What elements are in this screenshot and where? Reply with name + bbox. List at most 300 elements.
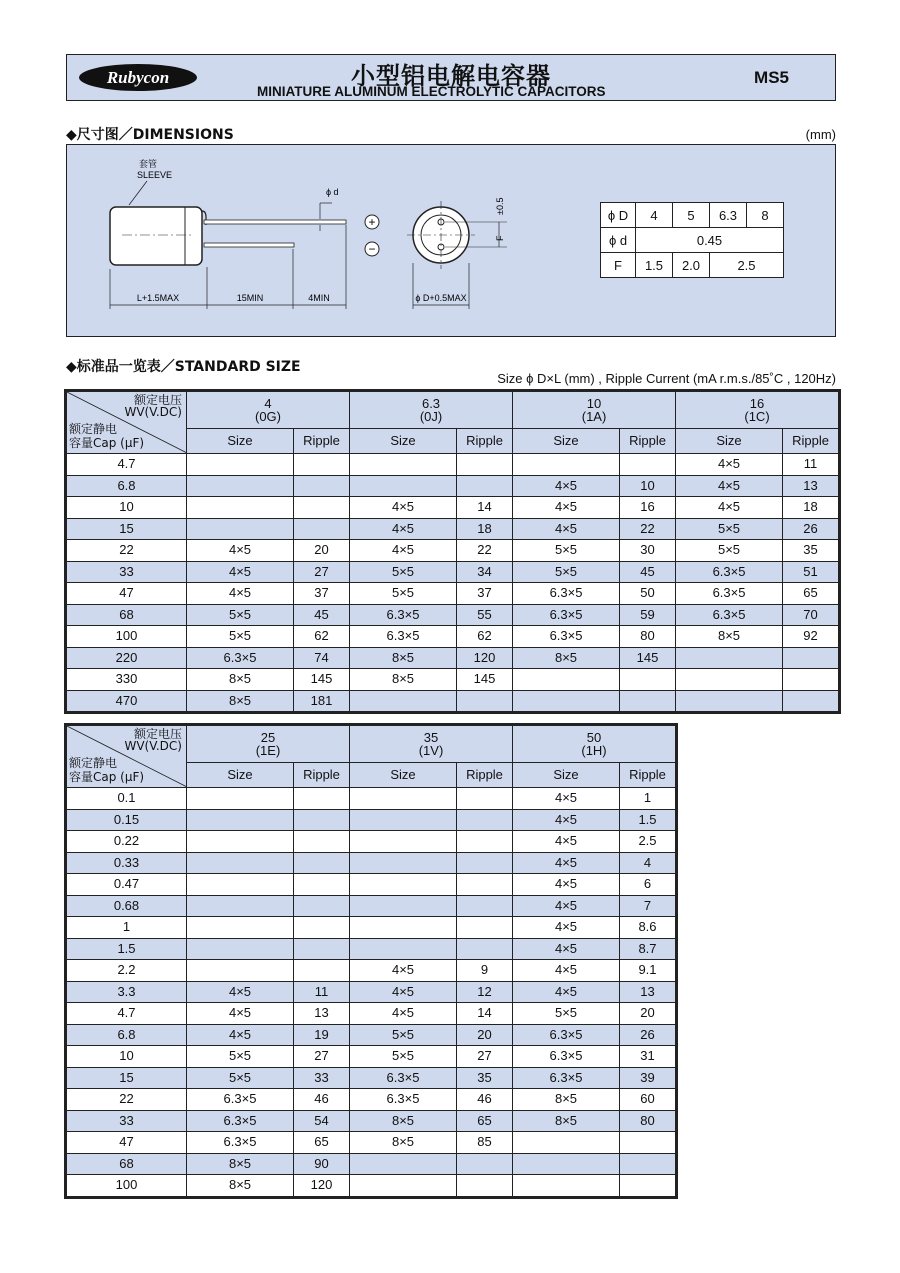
ripple-column-header: Ripple [457, 429, 513, 454]
capacitance-cell: 10 [67, 497, 187, 519]
ripple-cell [783, 647, 839, 669]
ripple-cell: 27 [294, 561, 350, 583]
cap-label-en: 容量Cap (μF) [69, 436, 145, 450]
size-cell: 6.3×5 [676, 604, 783, 626]
length-label: L+1.5MAX [136, 293, 180, 303]
standard-size-table-low-voltage [66, 391, 839, 712]
ripple-column-header: Ripple [620, 429, 676, 454]
cap-label-en: 容量Cap (μF) [69, 770, 145, 784]
ripple-cell [294, 917, 350, 939]
table-row [67, 852, 676, 874]
size-cell [187, 895, 294, 917]
size-cell: 8×5 [187, 1175, 294, 1197]
table-row [67, 583, 839, 605]
ripple-cell: 181 [294, 690, 350, 712]
sleeve-label-zh: 套管 [139, 159, 158, 169]
size-cell: 5×5 [187, 1046, 294, 1068]
size-cell [513, 669, 620, 691]
size-cell: 4×5 [513, 981, 620, 1003]
size-cell: 4×5 [513, 788, 620, 810]
ripple-cell [457, 852, 513, 874]
size-cell: 4×5 [676, 475, 783, 497]
size-cell: 4×5 [513, 917, 620, 939]
capacitance-cell: 100 [67, 1175, 187, 1197]
size-cell [676, 690, 783, 712]
size-cell [513, 454, 620, 476]
ripple-cell: 27 [457, 1046, 513, 1068]
tolerance-label: ±0.5 [495, 197, 505, 215]
capacitance-cell: 33 [67, 1110, 187, 1132]
ripple-cell: 46 [457, 1089, 513, 1111]
size-cell: 4×5 [350, 981, 457, 1003]
capacitance-cell: 100 [67, 626, 187, 648]
size-cell [187, 831, 294, 853]
cap-label-zh: 额定静电 [69, 756, 118, 770]
lead-negative [204, 243, 294, 247]
size-cell [676, 647, 783, 669]
capacitance-cell: 0.15 [67, 809, 187, 831]
capacitance-cell: 0.68 [67, 895, 187, 917]
header-banner [66, 54, 836, 101]
capacitance-cell: 47 [67, 1132, 187, 1154]
ripple-cell [457, 454, 513, 476]
size-cell: 4×5 [187, 540, 294, 562]
ripple-cell [620, 1153, 676, 1175]
size-cell: 4×5 [350, 1003, 457, 1025]
size-cell [350, 690, 457, 712]
ripple-cell: 20 [294, 540, 350, 562]
standard-size-table-high-voltage [66, 725, 676, 1197]
ripple-cell: 35 [457, 1067, 513, 1089]
voltage-header [513, 392, 676, 429]
size-cell: 8×5 [350, 1132, 457, 1154]
ripple-cell [620, 690, 676, 712]
capacitance-cell: 4.7 [67, 454, 187, 476]
ripple-cell [457, 895, 513, 917]
ripple-cell: 11 [783, 454, 839, 476]
F-label: F [601, 253, 636, 278]
diameter-label: ϕ D+0.5MAX [415, 293, 467, 303]
size-cell: 4×5 [676, 497, 783, 519]
size-cell [187, 938, 294, 960]
phid-label: ϕ d [601, 228, 636, 253]
size-cell [187, 497, 294, 519]
ripple-cell: 12 [457, 981, 513, 1003]
ripple-cell: 1 [620, 788, 676, 810]
ripple-cell: 8.7 [620, 938, 676, 960]
ripple-cell [294, 895, 350, 917]
size-cell: 6.3×5 [187, 647, 294, 669]
size-cell [350, 1175, 457, 1197]
ripple-cell: 62 [294, 626, 350, 648]
size-cell: 4×5 [513, 518, 620, 540]
ripple-cell [457, 809, 513, 831]
size-cell: 8×5 [187, 669, 294, 691]
size-cell: 5×5 [187, 604, 294, 626]
size-column-header: Size [513, 763, 620, 788]
ripple-cell: 45 [294, 604, 350, 626]
ripple-cell: 14 [457, 497, 513, 519]
table-corner-header [67, 726, 187, 788]
ripple-cell [620, 1132, 676, 1154]
lead-dia-label: ϕ d [326, 187, 339, 197]
standard-size-heading: ◆标准品一览表／STANDARD SIZE [66, 359, 301, 375]
capacitance-cell: 22 [67, 1089, 187, 1111]
size-cell [187, 852, 294, 874]
table-row [67, 895, 676, 917]
size-cell: 6.3×5 [350, 626, 457, 648]
capacitance-cell: 68 [67, 1153, 187, 1175]
ripple-column-header: Ripple [620, 763, 676, 788]
voltage-code: (1E) [255, 743, 281, 758]
ripple-cell: 50 [620, 583, 676, 605]
ripple-cell: 65 [457, 1110, 513, 1132]
capacitance-cell: 15 [67, 1067, 187, 1089]
size-cell: 4×5 [513, 497, 620, 519]
size-cell: 4×5 [187, 981, 294, 1003]
voltage-header [350, 392, 513, 429]
size-cell: 6.3×5 [350, 604, 457, 626]
size-cell: 4×5 [350, 960, 457, 982]
ripple-cell [457, 917, 513, 939]
size-cell: 5×5 [676, 540, 783, 562]
size-cell [350, 852, 457, 874]
ripple-cell: 4 [620, 852, 676, 874]
size-column-header: Size [350, 763, 457, 788]
size-cell: 8×5 [676, 626, 783, 648]
table-row [67, 917, 676, 939]
ripple-cell: 22 [457, 540, 513, 562]
capacitance-cell: 10 [67, 1046, 187, 1068]
ripple-cell: 11 [294, 981, 350, 1003]
capacitance-cell: 1 [67, 917, 187, 939]
size-cell [350, 1153, 457, 1175]
ripple-column-header: Ripple [294, 763, 350, 788]
size-cell: 6.3×5 [676, 583, 783, 605]
ripple-column-header: Ripple [294, 429, 350, 454]
size-cell [676, 669, 783, 691]
table-row [67, 1175, 676, 1197]
min4-label: 4MIN [308, 293, 330, 303]
ripple-cell: 80 [620, 626, 676, 648]
ripple-cell: 145 [294, 669, 350, 691]
ripple-cell [294, 475, 350, 497]
voltage-code: (1V) [418, 743, 444, 758]
size-cell [350, 895, 457, 917]
size-cell [187, 874, 294, 896]
size-cell [187, 475, 294, 497]
size-cell [187, 788, 294, 810]
ripple-cell [457, 788, 513, 810]
size-cell: 8×5 [350, 647, 457, 669]
lead-positive [204, 220, 346, 224]
ripple-cell: 120 [294, 1175, 350, 1197]
dimensions-unit: (mm) [805, 127, 836, 142]
capacitance-cell: 33 [67, 561, 187, 583]
size-cell: 8×5 [187, 690, 294, 712]
capacitance-cell: 330 [67, 669, 187, 691]
size-cell: 4×5 [513, 874, 620, 896]
table-row [67, 626, 839, 648]
ripple-cell: 80 [620, 1110, 676, 1132]
ripple-cell: 35 [783, 540, 839, 562]
voltage-value: 16 [749, 396, 765, 411]
table-row [67, 604, 839, 626]
ripple-cell: 62 [457, 626, 513, 648]
ripple-cell: 16 [620, 497, 676, 519]
minus-symbol: − [368, 242, 376, 256]
ripple-cell: 54 [294, 1110, 350, 1132]
size-cell [513, 1132, 620, 1154]
ripple-cell: 9 [457, 960, 513, 982]
voltage-code: (1A) [581, 409, 607, 424]
table-row [67, 981, 676, 1003]
size-cell [350, 938, 457, 960]
size-column-header: Size [187, 763, 294, 788]
capacitance-cell: 470 [67, 690, 187, 712]
size-cell: 4×5 [513, 475, 620, 497]
phiD-label: ϕ D [601, 203, 636, 228]
ripple-cell: 37 [457, 583, 513, 605]
phiD-value: 4 [636, 203, 673, 228]
size-cell: 4×5 [513, 852, 620, 874]
capacitance-cell: 15 [67, 518, 187, 540]
ripple-cell: 7 [620, 895, 676, 917]
size-cell: 4×5 [187, 1024, 294, 1046]
ripple-cell: 14 [457, 1003, 513, 1025]
ripple-cell: 31 [620, 1046, 676, 1068]
ripple-cell: 2.5 [620, 831, 676, 853]
size-cell [513, 1153, 620, 1175]
size-cell: 5×5 [513, 540, 620, 562]
voltage-value: 6.3 [421, 396, 441, 411]
size-cell: 5×5 [187, 626, 294, 648]
size-column-header: Size [676, 429, 783, 454]
size-cell: 4×5 [187, 583, 294, 605]
capacitance-cell: 3.3 [67, 981, 187, 1003]
ripple-cell: 10 [620, 475, 676, 497]
size-cell [350, 788, 457, 810]
size-cell: 4×5 [676, 454, 783, 476]
size-cell [187, 454, 294, 476]
ripple-cell: 92 [783, 626, 839, 648]
size-cell: 5×5 [676, 518, 783, 540]
size-column-header: Size [513, 429, 620, 454]
ripple-cell: 70 [783, 604, 839, 626]
size-cell: 4×5 [513, 960, 620, 982]
size-cell: 5×5 [513, 1003, 620, 1025]
size-column-header: Size [187, 429, 294, 454]
size-cell [350, 874, 457, 896]
F-value: 1.5 [636, 253, 673, 278]
size-cell: 6.3×5 [513, 583, 620, 605]
size-cell: 6.3×5 [187, 1132, 294, 1154]
standard-size-note: Size ϕ D×L (mm) , Ripple Current (mA r.m.s./85˚C , 120Hz) [497, 371, 836, 386]
capacitance-cell: 6.8 [67, 1024, 187, 1046]
table-row [67, 788, 676, 810]
ripple-cell [294, 960, 350, 982]
table-row [67, 454, 839, 476]
ripple-cell [620, 669, 676, 691]
ripple-cell: 20 [620, 1003, 676, 1025]
voltage-header [513, 726, 676, 763]
ripple-cell [294, 788, 350, 810]
ripple-cell: 60 [620, 1089, 676, 1111]
ripple-cell [457, 690, 513, 712]
ripple-cell [294, 852, 350, 874]
table-row [67, 561, 839, 583]
table-corner-header [67, 392, 187, 454]
size-cell: 8×5 [513, 647, 620, 669]
wv-label-zh: 额定电压 [133, 393, 182, 407]
table-row [67, 475, 839, 497]
size-cell: 4×5 [187, 1003, 294, 1025]
ripple-cell [457, 475, 513, 497]
ripple-cell [294, 938, 350, 960]
voltage-header [676, 392, 839, 429]
ripple-cell [294, 497, 350, 519]
voltage-code: (1C) [744, 409, 770, 424]
table-row [67, 1110, 676, 1132]
size-cell: 5×5 [350, 1046, 457, 1068]
size-cell: 5×5 [187, 1067, 294, 1089]
size-cell: 8×5 [187, 1153, 294, 1175]
size-cell: 4×5 [513, 895, 620, 917]
size-cell: 4×5 [513, 938, 620, 960]
size-cell [350, 809, 457, 831]
rubycon-logo: Rubycon [79, 64, 197, 91]
ripple-cell [457, 831, 513, 853]
ripple-cell: 90 [294, 1153, 350, 1175]
capacitance-cell: 0.47 [67, 874, 187, 896]
voltage-header [187, 726, 350, 763]
size-cell: 4×5 [350, 518, 457, 540]
wv-label-en: WV(V.DC) [124, 739, 182, 753]
ripple-cell: 27 [294, 1046, 350, 1068]
ripple-cell: 13 [294, 1003, 350, 1025]
size-cell: 6.3×5 [513, 604, 620, 626]
table-row [67, 960, 676, 982]
size-cell [350, 831, 457, 853]
ripple-cell: 39 [620, 1067, 676, 1089]
table-row [67, 1067, 676, 1089]
ripple-cell: 46 [294, 1089, 350, 1111]
ripple-cell: 145 [457, 669, 513, 691]
F-value: 2.5 [710, 253, 784, 278]
table-row [67, 874, 676, 896]
voltage-value: 10 [586, 396, 602, 411]
cap-label-zh: 额定静电 [69, 422, 118, 436]
voltage-header [350, 726, 513, 763]
ripple-cell [294, 874, 350, 896]
voltage-code: (0G) [255, 409, 281, 424]
sleeve-label-en: SLEEVE [137, 170, 173, 180]
plus-symbol: + [368, 215, 376, 229]
ripple-cell [457, 874, 513, 896]
voltage-code: (1H) [581, 743, 607, 758]
ripple-cell: 9.1 [620, 960, 676, 982]
ripple-cell: 59 [620, 604, 676, 626]
voltage-value: 25 [260, 730, 276, 745]
table-row [67, 1132, 676, 1154]
title-english: MINIATURE ALUMINUM ELECTROLYTIC CAPACITORS [257, 84, 606, 99]
ripple-cell: 26 [783, 518, 839, 540]
ripple-cell [457, 1153, 513, 1175]
capacitance-cell: 4.7 [67, 1003, 187, 1025]
ripple-cell: 1.5 [620, 809, 676, 831]
ripple-cell [457, 1175, 513, 1197]
size-column-header: Size [350, 429, 457, 454]
ripple-column-header: Ripple [783, 429, 839, 454]
ripple-cell: 37 [294, 583, 350, 605]
size-cell: 8×5 [513, 1089, 620, 1111]
phiD-value: 6.3 [710, 203, 747, 228]
F-value: 2.0 [673, 253, 710, 278]
size-cell: 6.3×5 [187, 1089, 294, 1111]
size-cell: 8×5 [513, 1110, 620, 1132]
ripple-cell: 85 [457, 1132, 513, 1154]
wv-label-zh: 额定电压 [133, 727, 182, 741]
phid-value: 0.45 [636, 228, 784, 253]
ripple-cell: 22 [620, 518, 676, 540]
f-label: F [495, 235, 505, 241]
size-cell: 6.3×5 [350, 1067, 457, 1089]
table-row [67, 497, 839, 519]
size-cell [350, 475, 457, 497]
voltage-value: 50 [586, 730, 602, 745]
size-cell [187, 960, 294, 982]
table-row [67, 647, 839, 669]
voltage-code: (0J) [419, 409, 443, 424]
ripple-cell: 65 [783, 583, 839, 605]
size-cell: 4×5 [513, 809, 620, 831]
ripple-cell: 18 [783, 497, 839, 519]
ripple-cell: 74 [294, 647, 350, 669]
size-cell [513, 1175, 620, 1197]
size-cell [350, 454, 457, 476]
ripple-cell: 145 [620, 647, 676, 669]
ripple-cell [294, 518, 350, 540]
ripple-cell: 51 [783, 561, 839, 583]
capacitance-cell: 68 [67, 604, 187, 626]
ripple-cell: 33 [294, 1067, 350, 1089]
size-cell: 6.3×5 [513, 1024, 620, 1046]
table-row [67, 669, 839, 691]
size-cell: 8×5 [350, 669, 457, 691]
ripple-cell: 65 [294, 1132, 350, 1154]
capacitance-cell: 6.8 [67, 475, 187, 497]
ripple-cell: 34 [457, 561, 513, 583]
capacitance-cell: 47 [67, 583, 187, 605]
ripple-cell: 20 [457, 1024, 513, 1046]
series-code: MS5 [754, 68, 789, 87]
ripple-cell: 19 [294, 1024, 350, 1046]
ripple-cell [294, 809, 350, 831]
ripple-cell: 55 [457, 604, 513, 626]
table-row [67, 690, 839, 712]
voltage-value: 4 [264, 396, 272, 411]
size-cell [350, 917, 457, 939]
ripple-cell: 18 [457, 518, 513, 540]
size-cell: 6.3×5 [676, 561, 783, 583]
voltage-header-row [67, 392, 839, 429]
table-row [67, 540, 839, 562]
capacitance-cell: 22 [67, 540, 187, 562]
title-chinese: 小型铝电解电容器 [351, 62, 551, 90]
ripple-cell: 30 [620, 540, 676, 562]
table-row [67, 1003, 676, 1025]
ripple-cell [457, 938, 513, 960]
